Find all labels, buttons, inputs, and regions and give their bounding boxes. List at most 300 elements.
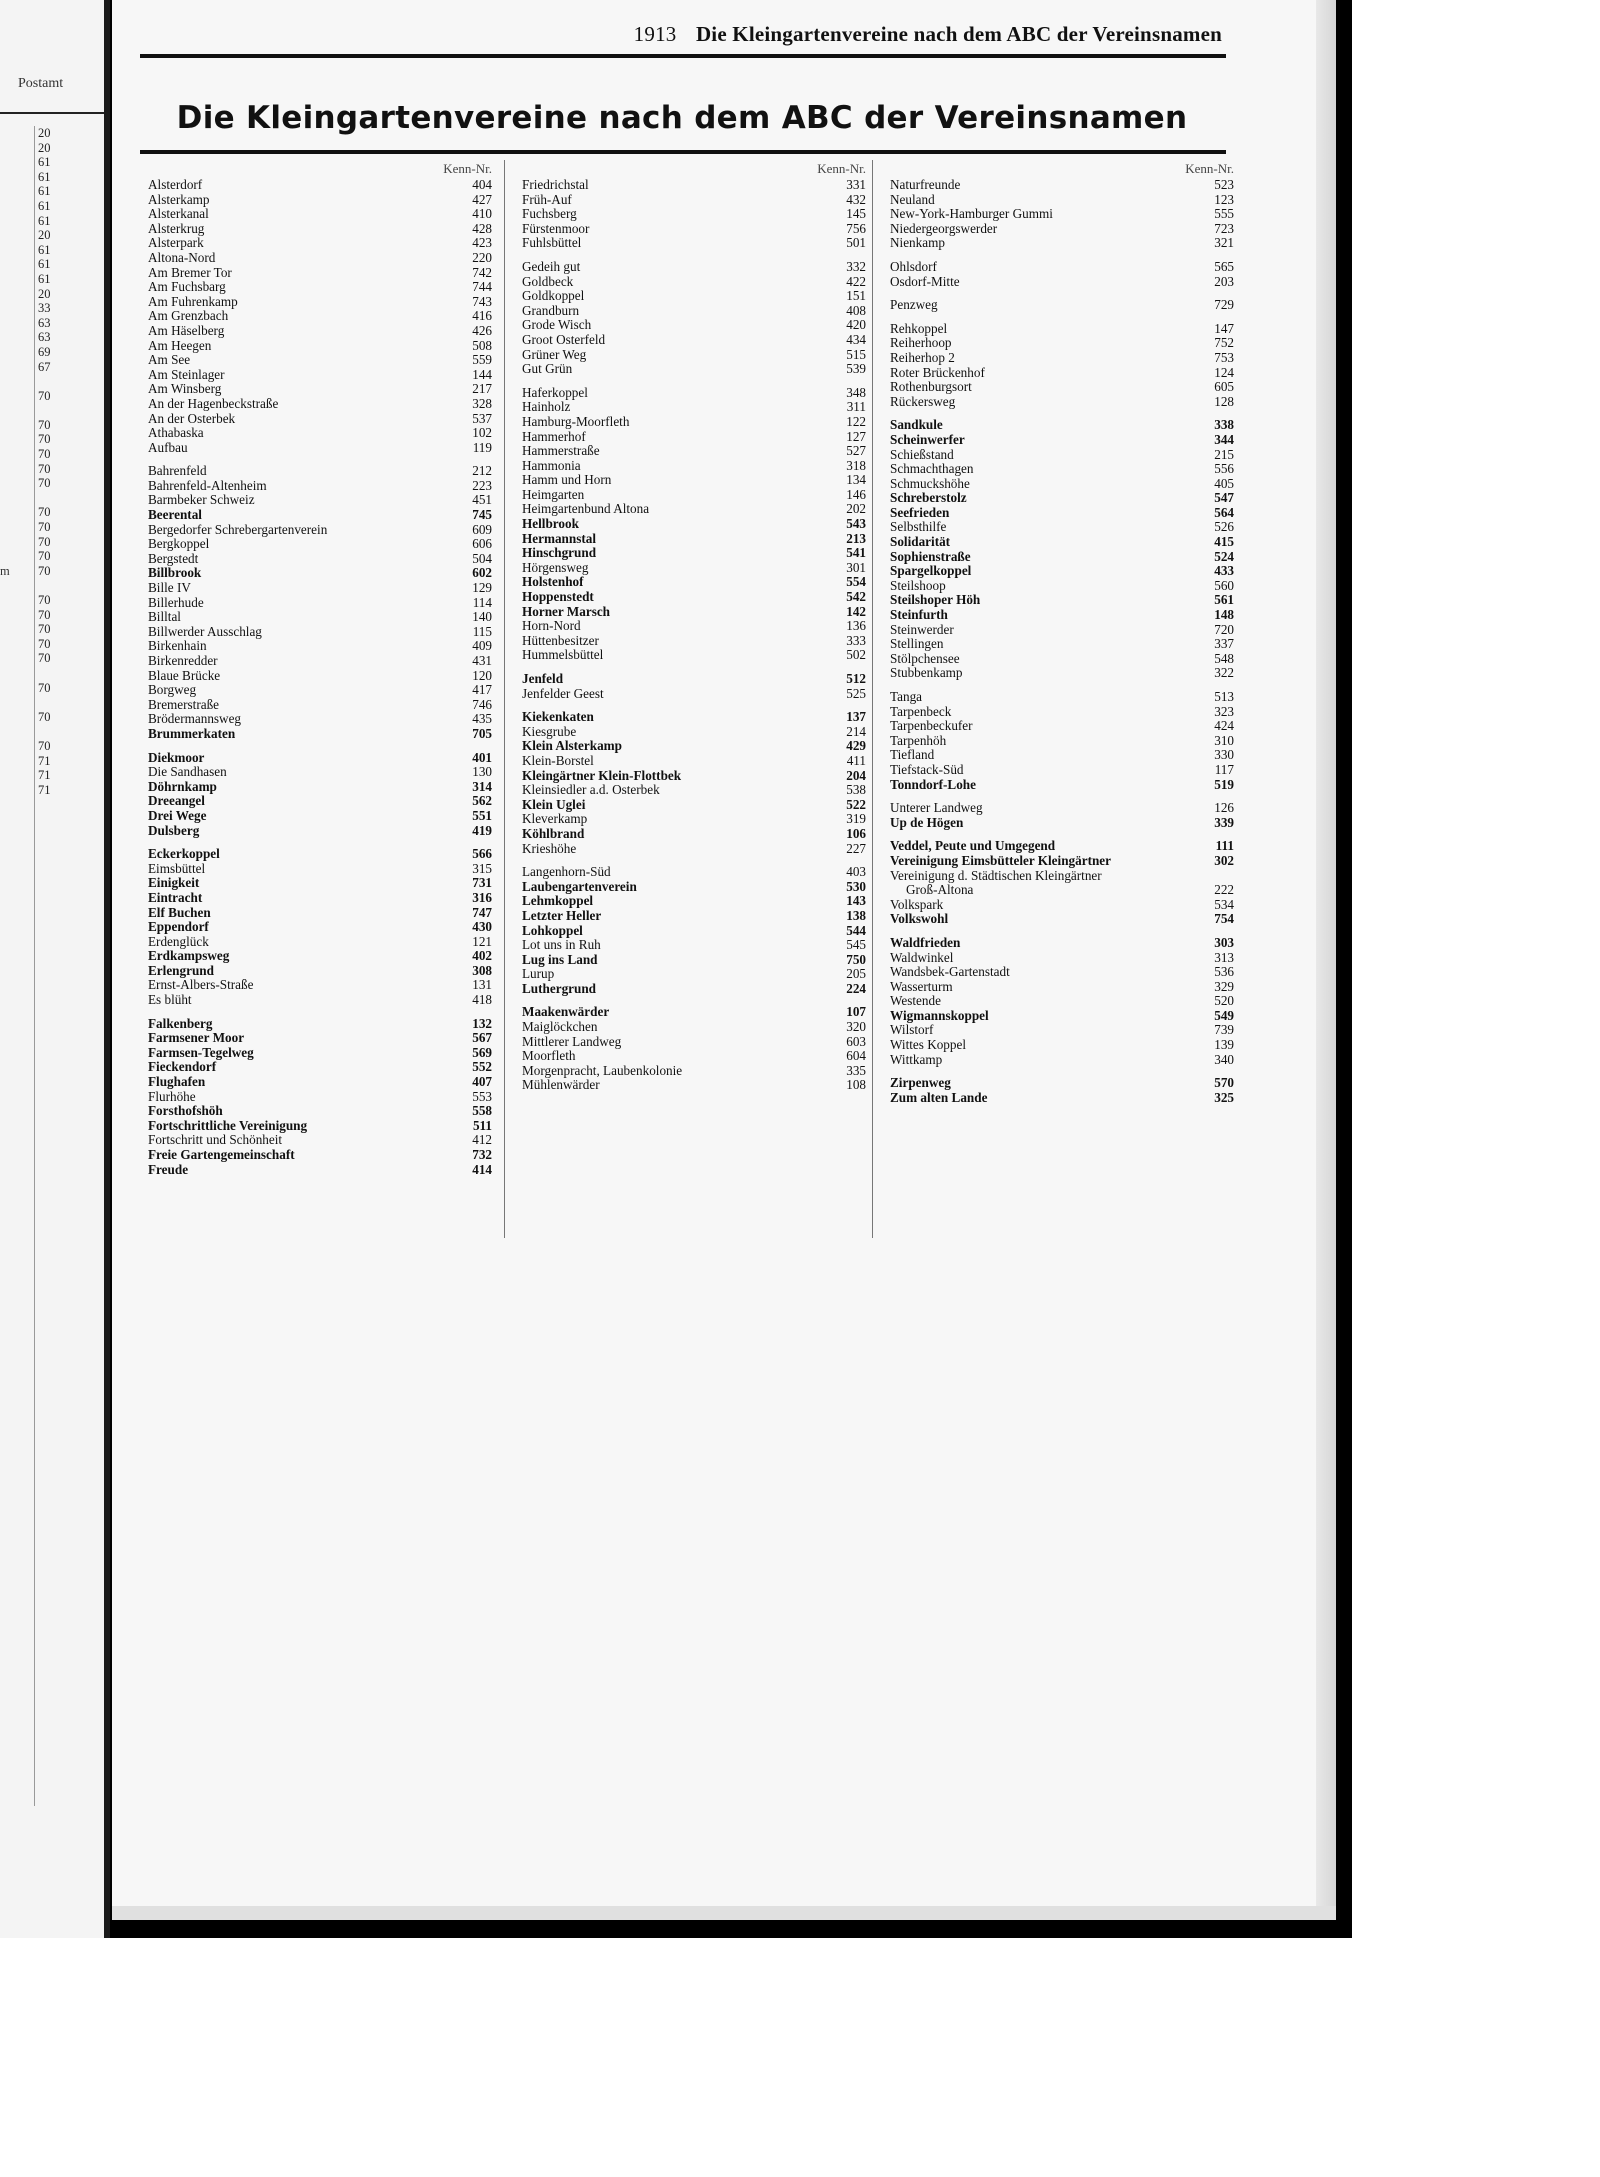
kenn-nr: 541 xyxy=(846,545,866,561)
list-item xyxy=(148,862,492,877)
kenn-nr: 739 xyxy=(1214,1022,1234,1038)
club-name: Scheinwerfer xyxy=(890,431,965,447)
list-item xyxy=(522,1049,866,1064)
list-item xyxy=(890,433,1234,448)
list-item xyxy=(890,1091,1234,1106)
list-item xyxy=(522,605,866,620)
kenn-nr: 106 xyxy=(846,825,866,841)
strip-row xyxy=(0,695,104,710)
kenn-nr: 227 xyxy=(846,840,866,856)
club-name: Am Häselberg xyxy=(148,322,225,338)
kenn-nr: 323 xyxy=(1214,703,1234,719)
strip-postamt-number: 61 xyxy=(38,213,51,228)
list-item xyxy=(148,295,492,310)
kenn-nr: 501 xyxy=(846,235,866,251)
strip-postamt-number: 20 xyxy=(38,140,51,155)
kenn-nr: 428 xyxy=(472,220,492,236)
club-name: Am Steinlager xyxy=(148,366,225,382)
strip-row xyxy=(0,535,104,550)
kenn-nr: 745 xyxy=(472,507,492,523)
list-item xyxy=(148,794,492,809)
kenn-nr: 310 xyxy=(1214,732,1234,748)
club-name: Am Fuchsbarg xyxy=(148,279,226,295)
list-item xyxy=(148,610,492,625)
club-name: Fürstenmoor xyxy=(522,220,590,236)
strip-row xyxy=(0,374,104,389)
club-name: Hammonia xyxy=(522,457,581,473)
list-item xyxy=(148,353,492,368)
club-name: Zum alten Lande xyxy=(890,1089,988,1105)
kenn-nr: 746 xyxy=(472,696,492,712)
kenn-nr: 314 xyxy=(472,778,492,794)
club-name: Steilshoop xyxy=(890,577,946,593)
list-item xyxy=(522,348,866,363)
club-name: Veddel, Peute und Umgegend xyxy=(890,838,1056,854)
club-name: Sandkule xyxy=(890,417,943,433)
kenn-nr: 308 xyxy=(472,962,492,978)
kenn-nr: 536 xyxy=(1214,964,1234,980)
kenn-nr: 534 xyxy=(1214,896,1234,912)
kenn-nr: 606 xyxy=(472,536,492,552)
club-name: Heimgartenbund Altona xyxy=(522,501,650,517)
list-item xyxy=(148,222,492,237)
kenn-nr: 122 xyxy=(846,413,866,429)
list-item xyxy=(522,415,866,430)
strip-row xyxy=(0,287,104,302)
club-name: An der Hagenbeckstraße xyxy=(148,395,279,411)
club-name: Tiefland xyxy=(890,747,935,763)
list-item xyxy=(148,669,492,684)
kenn-nr: 301 xyxy=(846,559,866,575)
club-name: Seefrieden xyxy=(890,504,950,520)
list-item xyxy=(890,593,1234,608)
running-head-title: Die Kleingartenvereine nach dem ABC der Vereinsnamen xyxy=(695,22,1222,46)
strip-row xyxy=(0,578,104,593)
club-name: Fortschrittliche Vereinigung xyxy=(148,1117,308,1133)
strip-rule xyxy=(0,112,104,114)
strip-postamt-number: 70 xyxy=(38,534,51,549)
kenn-nr: 419 xyxy=(472,822,492,838)
list-item xyxy=(148,1017,492,1032)
list-item xyxy=(148,1060,492,1075)
club-name: Jenfelder Geest xyxy=(522,685,604,701)
club-name: Hörgensweg xyxy=(522,559,589,575)
kenn-nr: 522 xyxy=(846,796,866,812)
strip-postamt-number: 69 xyxy=(38,344,51,359)
list-item xyxy=(148,978,492,993)
club-name: Forsthofshöh xyxy=(148,1103,223,1119)
list-item xyxy=(522,575,866,590)
list-item xyxy=(890,734,1234,749)
club-name: Waldwinkel xyxy=(890,949,954,965)
list-item xyxy=(148,780,492,795)
kenn-nr: 223 xyxy=(472,477,492,493)
club-name: Stubbenkamp xyxy=(890,665,963,681)
club-name: Döhrnkamp xyxy=(148,778,217,794)
kenn-nr: 431 xyxy=(472,653,492,668)
kenn-nr: 744 xyxy=(472,279,492,295)
club-name: Reiherhoop xyxy=(890,335,952,351)
list-item xyxy=(148,765,492,780)
strip-row xyxy=(0,360,104,375)
list-item xyxy=(522,444,866,459)
kenn-nr: 119 xyxy=(472,439,492,455)
list-item xyxy=(148,479,492,494)
kenn-nr: 124 xyxy=(1214,364,1234,380)
list-item xyxy=(522,842,866,857)
kenn-nr: 147 xyxy=(1214,320,1234,336)
club-name: Tiefstack-Süd xyxy=(890,761,964,777)
kenn-nr: 414 xyxy=(472,1161,492,1177)
kenn-nr: 144 xyxy=(472,366,492,382)
list-item xyxy=(148,236,492,251)
club-name: Am Bremer Tor xyxy=(148,264,232,280)
list-item xyxy=(890,506,1234,521)
kenn-nr: 102 xyxy=(472,425,492,441)
list-item xyxy=(890,666,1234,681)
club-name: Am Grenzbach xyxy=(148,308,229,324)
strip-postamt-number: 61 xyxy=(38,198,51,213)
kenn-nr: 609 xyxy=(472,521,492,537)
club-name: Am Heegen xyxy=(148,337,212,353)
kenn-nr: 504 xyxy=(472,550,492,566)
strip-postamt-number: 63 xyxy=(38,315,51,330)
kenn-nr: 302 xyxy=(1214,852,1234,868)
kenn-nr: 415 xyxy=(1214,534,1234,550)
strip-row xyxy=(0,199,104,214)
strip-postamt-number: 70 xyxy=(38,709,51,724)
club-name: Hamm und Horn xyxy=(522,472,612,488)
kenn-nr: 430 xyxy=(472,919,492,935)
list-item xyxy=(522,798,866,813)
strip-row xyxy=(0,754,104,769)
list-item xyxy=(522,672,866,687)
strip-edge xyxy=(104,0,110,1938)
strip-row xyxy=(0,330,104,345)
strip-postamt-number: 61 xyxy=(38,155,51,170)
club-name: Niedergeorgswerder xyxy=(890,220,998,236)
list-item xyxy=(890,748,1234,763)
head-rule xyxy=(140,54,1226,58)
kenn-nr: 604 xyxy=(846,1048,866,1064)
list-item xyxy=(890,1038,1234,1053)
kenn-nr: 555 xyxy=(1214,206,1234,222)
club-name: Alsterkrug xyxy=(148,220,205,236)
club-name: Tonndorf-Lohe xyxy=(890,776,976,792)
club-name: Borgweg xyxy=(148,682,197,698)
club-name: Billbrook xyxy=(148,565,202,581)
club-name: Heimgarten xyxy=(522,486,585,502)
strip-header: Postamt xyxy=(18,76,64,91)
club-name: Billwerder Ausschlag xyxy=(148,623,262,639)
list-item xyxy=(522,687,866,702)
kenn-nr: 743 xyxy=(472,293,492,309)
kenn-nr: 537 xyxy=(472,410,492,426)
club-name: Vereinigung Eimsbütteler Kleingärtner xyxy=(890,852,1112,868)
list-item xyxy=(148,251,492,266)
kenn-nr: 337 xyxy=(1214,636,1234,652)
club-name: Roter Brückenhof xyxy=(890,364,985,380)
kenn-nr: 705 xyxy=(472,725,492,741)
list-item xyxy=(522,880,866,895)
club-name: Grüner Weg xyxy=(522,346,587,362)
list-item xyxy=(148,727,492,742)
club-name: Blaue Brücke xyxy=(148,667,221,683)
club-name: Waldfrieden xyxy=(890,934,961,950)
page-title: Die Kleingartenvereine nach dem ABC der Vereinsnamen xyxy=(176,100,1188,136)
entry-list xyxy=(522,178,866,1093)
club-name: Am See xyxy=(148,352,191,368)
club-name: Jenfeld xyxy=(522,671,564,686)
list-item xyxy=(148,876,492,891)
list-item xyxy=(148,596,492,611)
kenn-nr: 731 xyxy=(472,875,492,891)
list-item xyxy=(522,909,866,924)
list-item xyxy=(522,725,866,740)
kenn-nr: 411 xyxy=(846,752,866,768)
kenn-nr: 348 xyxy=(846,384,866,400)
kenn-nr: 530 xyxy=(846,878,866,894)
list-item xyxy=(148,368,492,383)
kenn-nr: 512 xyxy=(846,671,866,686)
kenn-nr: 754 xyxy=(1214,911,1234,927)
club-name: Neuland xyxy=(890,191,935,207)
kenn-nr: 602 xyxy=(472,565,492,581)
club-name: Hellbrook xyxy=(522,516,579,532)
kenn-nr: 426 xyxy=(472,322,492,338)
kenn-nr: 547 xyxy=(1214,490,1234,506)
column-divider xyxy=(504,160,505,1238)
kenn-nr: 732 xyxy=(472,1147,492,1162)
list-item xyxy=(522,1005,866,1020)
club-name: Lohkoppel xyxy=(522,922,583,938)
list-item xyxy=(522,289,866,304)
list-item xyxy=(522,459,866,474)
list-item xyxy=(148,493,492,508)
strip-row xyxy=(0,243,104,258)
kenn-nr: 742 xyxy=(472,264,492,280)
list-item xyxy=(890,898,1234,913)
list-item xyxy=(890,951,1234,966)
club-name: New-York-Hamburger Gummi xyxy=(890,206,1053,222)
kenn-nr: 559 xyxy=(472,352,492,368)
club-name: Bergstedt xyxy=(148,550,199,566)
list-item xyxy=(890,462,1234,477)
kenn-nr: 338 xyxy=(1214,417,1234,433)
list-item xyxy=(522,193,866,208)
list-item xyxy=(890,854,1234,869)
kenn-nr: 538 xyxy=(846,782,866,798)
list-item xyxy=(148,683,492,698)
list-item xyxy=(890,222,1234,237)
kenn-nr: 401 xyxy=(472,749,492,765)
strip-postamt-number: 70 xyxy=(38,593,51,607)
club-name: Horn-Nord xyxy=(522,618,581,634)
list-item xyxy=(148,382,492,397)
column-header: Kenn-Nr. xyxy=(817,161,866,176)
list-item xyxy=(148,1031,492,1046)
list-item xyxy=(148,751,492,766)
club-name: Fuchsberg xyxy=(522,206,577,222)
strip-postamt-number: 70 xyxy=(38,680,51,695)
club-name: Rehkoppel xyxy=(890,320,948,336)
list-item xyxy=(890,994,1234,1009)
strip-row xyxy=(0,608,104,623)
club-name: Spargelkoppel xyxy=(890,563,972,579)
kenn-nr: 420 xyxy=(846,317,866,333)
club-name: Erlengrund xyxy=(148,962,214,978)
club-name: Reiherhop 2 xyxy=(890,349,955,365)
club-name: Mittlerer Landweg xyxy=(522,1033,622,1049)
club-name: Wasserturm xyxy=(890,978,953,994)
strip-row xyxy=(0,447,104,462)
strip-row xyxy=(0,184,104,199)
club-name: Billerhude xyxy=(148,594,204,610)
kenn-nr: 424 xyxy=(1214,718,1234,734)
kenn-nr: 331 xyxy=(846,177,866,192)
list-item xyxy=(890,719,1234,734)
kenn-nr: 564 xyxy=(1214,504,1234,520)
list-item xyxy=(890,298,1234,313)
list-item xyxy=(148,1090,492,1105)
list-item xyxy=(890,883,1234,898)
kenn-nr: 320 xyxy=(846,1019,866,1035)
club-name: Rückersweg xyxy=(890,393,956,409)
club-name: Moorfleth xyxy=(522,1048,576,1064)
column-1 xyxy=(148,160,492,1177)
strip-row xyxy=(0,170,104,185)
club-name: Bergkoppel xyxy=(148,536,210,552)
list-item xyxy=(148,891,492,906)
kenn-nr: 544 xyxy=(846,922,866,938)
club-name: Wigmannskoppel xyxy=(890,1007,989,1023)
kenn-nr: 565 xyxy=(1214,258,1234,274)
list-item xyxy=(148,964,492,979)
kenn-nr: 148 xyxy=(1214,607,1234,623)
list-item xyxy=(890,448,1234,463)
club-name: Hainholz xyxy=(522,399,571,415)
list-item xyxy=(148,266,492,281)
list-item xyxy=(522,532,866,547)
kenn-nr: 752 xyxy=(1214,335,1234,351)
club-name: Diekmoor xyxy=(148,749,205,765)
club-name: Tarpenbeckufer xyxy=(890,718,973,734)
club-name: Birkenhain xyxy=(148,638,207,654)
list-item xyxy=(890,579,1234,594)
strip-postamt-number: 70 xyxy=(38,622,51,637)
kenn-nr: 508 xyxy=(472,337,492,353)
list-item xyxy=(148,625,492,640)
list-item xyxy=(522,812,866,827)
strip-row xyxy=(0,564,104,579)
list-item xyxy=(522,318,866,333)
strip-postamt-number: 63 xyxy=(38,330,51,345)
club-name: Eimsbüttel xyxy=(148,860,206,876)
list-item xyxy=(522,561,866,576)
kenn-nr: 423 xyxy=(472,235,492,251)
strip-postamt-number: 20 xyxy=(38,286,51,301)
kenn-nr: 111 xyxy=(1215,838,1234,854)
page-edge xyxy=(1316,0,1336,1920)
strip-row xyxy=(0,301,104,316)
kenn-nr: 525 xyxy=(846,685,866,701)
list-item xyxy=(522,473,866,488)
kenn-nr: 561 xyxy=(1214,592,1234,608)
column-header: Kenn-Nr. xyxy=(1185,161,1234,176)
kenn-nr: 520 xyxy=(1214,993,1234,1009)
list-item xyxy=(148,508,492,523)
strip-row xyxy=(0,155,104,170)
strip-row xyxy=(0,505,104,520)
kenn-nr: 548 xyxy=(1214,650,1234,666)
kenn-nr: 123 xyxy=(1214,191,1234,207)
list-item xyxy=(148,537,492,552)
list-item xyxy=(890,395,1234,410)
club-name: Tanga xyxy=(890,689,923,704)
list-item xyxy=(522,222,866,237)
list-item xyxy=(890,366,1234,381)
strip-row xyxy=(0,214,104,229)
strip-postamt-number: 70 xyxy=(38,447,51,462)
list-item xyxy=(522,590,866,605)
kenn-nr: 121 xyxy=(472,933,492,949)
club-name: Flughafen xyxy=(148,1074,206,1090)
club-name: Fortschritt und Schönheit xyxy=(148,1132,283,1148)
list-item xyxy=(148,566,492,581)
club-name: Unterer Landweg xyxy=(890,800,983,816)
strip-row xyxy=(0,637,104,652)
club-name: Steilshoper Höh xyxy=(890,592,981,608)
list-item xyxy=(522,1035,866,1050)
strip-postamt-number: 70 xyxy=(38,432,51,447)
list-item xyxy=(148,920,492,935)
strip-postamt-number: 70 xyxy=(38,417,51,432)
kenn-nr: 605 xyxy=(1214,379,1234,395)
strip-row xyxy=(0,403,104,418)
club-name: Tarpenbeck xyxy=(890,703,952,719)
kenn-nr: 569 xyxy=(472,1044,492,1060)
list-item xyxy=(522,1020,866,1035)
kenn-nr: 543 xyxy=(846,516,866,532)
kenn-nr: 129 xyxy=(472,580,492,596)
club-name: Krieshöhe xyxy=(522,840,577,856)
club-name: Dreeangel xyxy=(148,793,205,809)
list-item xyxy=(522,502,866,517)
club-name: Solidarität xyxy=(890,534,951,550)
kenn-nr: 130 xyxy=(472,764,492,780)
strip-row xyxy=(0,126,104,141)
club-name: Am Winsberg xyxy=(148,381,222,397)
list-item xyxy=(148,412,492,427)
club-name: Wandsbek-Gartenstadt xyxy=(890,964,1010,980)
kenn-nr: 316 xyxy=(472,889,492,905)
strip-postamt-number: 71 xyxy=(38,768,51,783)
list-item xyxy=(148,712,492,727)
club-name: Groot Osterfeld xyxy=(522,331,606,347)
list-item xyxy=(522,648,866,663)
club-name: Alsterkanal xyxy=(148,206,209,222)
kenn-nr: 549 xyxy=(1214,1007,1234,1023)
list-item xyxy=(148,993,492,1008)
club-name: Kleverkamp xyxy=(522,811,588,827)
kenn-nr: 433 xyxy=(1214,563,1234,579)
club-name: Bahrenfeld xyxy=(148,463,207,479)
strip-row xyxy=(0,491,104,506)
list-item xyxy=(148,847,492,862)
kenn-nr: 137 xyxy=(846,709,866,725)
club-name: Alsterpark xyxy=(148,235,204,251)
list-item xyxy=(890,778,1234,793)
